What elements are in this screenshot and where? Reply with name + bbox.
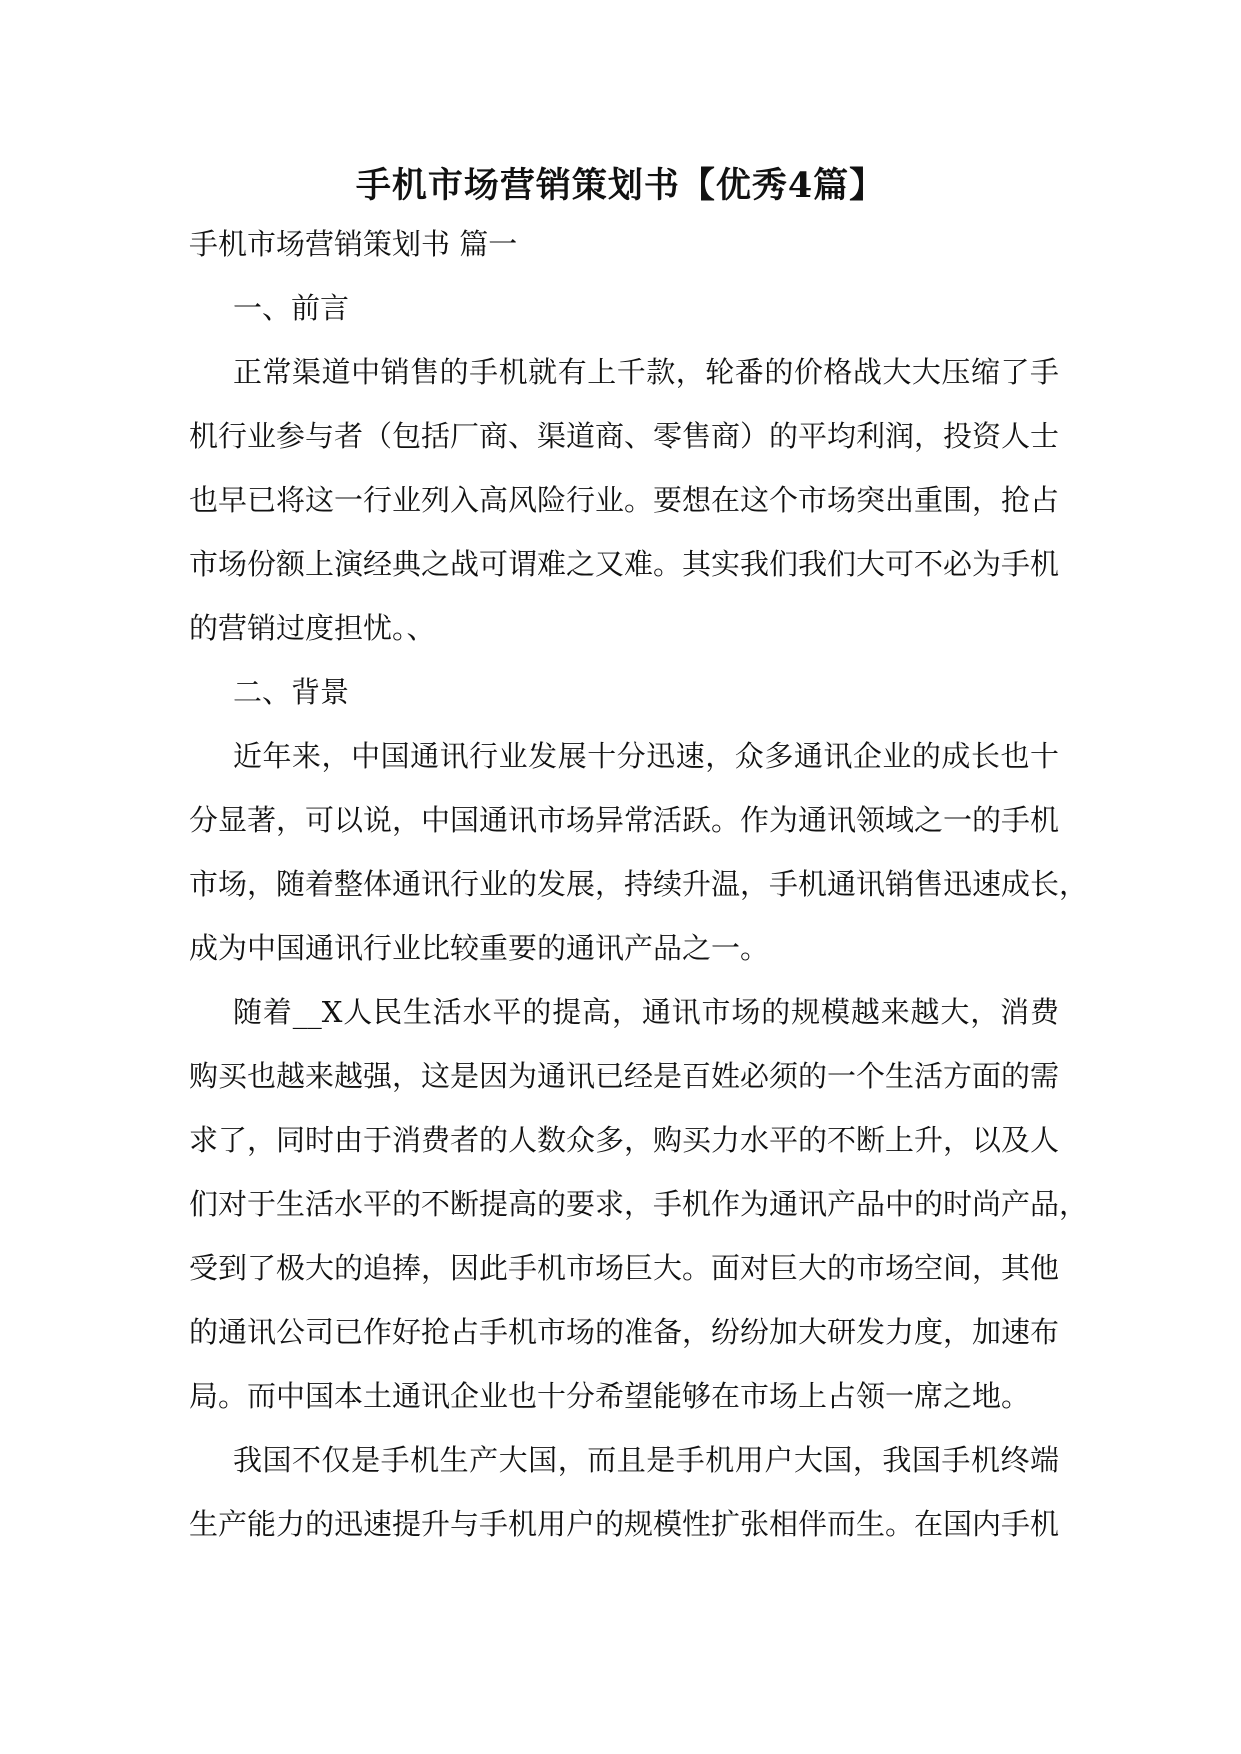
paragraph-line: 近年来，中国通讯行业发展十分迅速，众多通讯企业的成长也十 xyxy=(233,739,1059,773)
paragraph-line: 求了，同时由于消费者的人数众多，购买力水平的不断上升，以及人 xyxy=(189,1123,1060,1157)
paragraph-preface xyxy=(189,348,1059,652)
paragraph-line: 正常渠道中销售的手机就有上千款，轮番的价格战大大压缩了手 xyxy=(233,355,1059,389)
document-title: 手机市场营销策划书【优秀4篇】 xyxy=(355,165,886,206)
paragraph-line: 市场份额上演经典之战可谓难之又难。其实我们我们大可不必为手机 xyxy=(189,547,1060,581)
heading-background: 二、背景 xyxy=(233,675,350,709)
paragraph-background-1 xyxy=(189,732,1089,972)
paragraph-line: 购买也越来越强，这是因为通讯已经是百姓必须的一个生活方面的需 xyxy=(189,1059,1060,1093)
paragraph-line: 局。而中国本土通讯企业也十分希望能够在市场上占领一席之地。 xyxy=(189,1379,1031,1413)
paragraph-line: 也早已将这一行业列入高风险行业。要想在这个市场突出重围，抢占 xyxy=(189,483,1060,517)
paragraph-line: 随着__X人民生活水平的提高，通讯市场的规模越来越大，消费 xyxy=(233,995,1059,1029)
paragraph-line: 受到了极大的追捧，因此手机市场巨大。面对巨大的市场空间，其他 xyxy=(189,1251,1060,1285)
paragraph-line: 机行业参与者（包括厂商、渠道商、零售商）的平均利润，投资人士 xyxy=(189,419,1060,453)
paragraph-line: 们对于生活水平的不断提高的要求，手机作为通讯产品中的时尚产品， xyxy=(189,1187,1089,1221)
paragraph-background-3 xyxy=(189,1436,1059,1548)
paragraph-line: 生产能力的迅速提升与手机用户的规模性扩张相伴而生。在国内手机 xyxy=(189,1507,1060,1541)
paragraph-line: 我国不仅是手机生产大国，而且是手机用户大国，我国手机终端 xyxy=(233,1443,1059,1477)
heading-preface: 一、前言 xyxy=(233,291,350,325)
section-heading: 手机市场营销策划书 篇一 xyxy=(189,227,518,261)
paragraph-background-2 xyxy=(189,988,1089,1420)
paragraph-line: 市场，随着整体通讯行业的发展，持续升温，手机通讯销售迅速成长， xyxy=(189,867,1089,901)
paragraph-line: 的通讯公司已作好抢占手机市场的准备，纷纷加大研发力度，加速布 xyxy=(189,1315,1060,1349)
document-body xyxy=(189,220,1089,1548)
paragraph-line: 的营销过度担忧。、 xyxy=(189,611,436,645)
paragraph-line: 成为中国通讯行业比较重要的通讯产品之一。 xyxy=(189,931,770,965)
paragraph-line: 分显著，可以说，中国通讯市场异常活跃。作为通讯领域之一的手机 xyxy=(189,803,1060,837)
